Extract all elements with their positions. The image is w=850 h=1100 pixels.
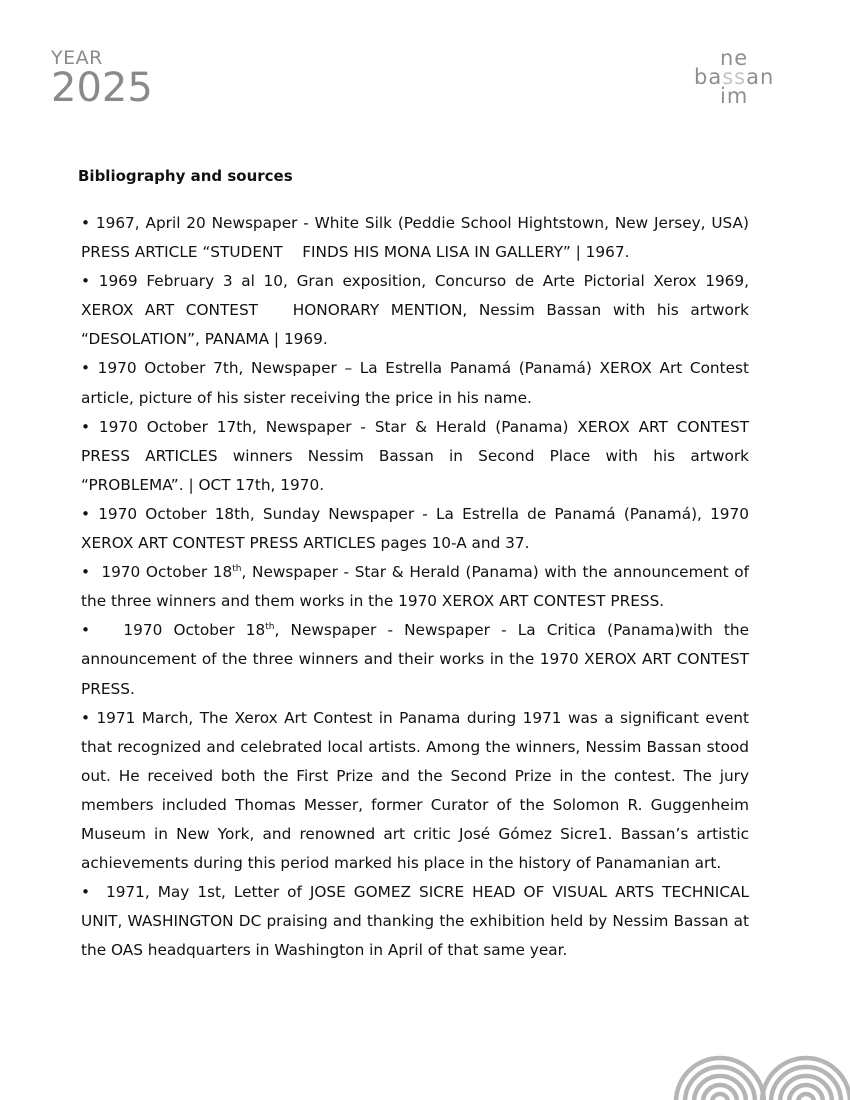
year-value: 2025: [51, 65, 153, 111]
logo-line-1: ne: [720, 46, 749, 70]
bibliography-entry: [81, 354, 749, 412]
logo-part-c: an: [746, 65, 775, 89]
bibliography-entry: [81, 616, 749, 703]
section-heading: Bibliography and sources: [78, 167, 293, 185]
entry-text: • 1970 October 18th, Sunday Newspaper - La Estrella de Panamá (Panamá), 1970 XEROX ART CONTEST PRESS ARTICLES pages 10-A and 37.: [81, 504, 749, 553]
entry-text: • 1970 October 18: [81, 621, 266, 640]
entry-text: • 1970 October 7th, Newspaper – La Estrella Panamá (Panamá) XEROX Art Contest article, picture of his sister receiving the price in his name.: [81, 359, 749, 407]
bibliography-entry: [81, 413, 749, 500]
entry-text-cont: , Newspaper - Star & Herald (Panama) with the announcement of the three winners and them works in the 1970 XEROX ART CONTEST PRESS.: [81, 563, 749, 611]
logo-part-b: ss: [722, 65, 747, 89]
bibliography-entry: [81, 704, 749, 879]
bibliography-list: [81, 209, 749, 965]
bibliography-entry: [81, 209, 749, 267]
concentric-arcs-icon: [672, 1052, 850, 1100]
ordinal-suffix: th: [265, 622, 275, 633]
nessim-bassan-logo: [692, 48, 802, 110]
entry-text: • 1967, April 20 Newspaper - White Silk (Peddie School Hightstown, New Jersey, USA) PRESS ARTICLE “STUDENT FINDS HIS MONA LISA IN GALLERY” | 1967.: [81, 214, 749, 262]
logo-line-3: im: [720, 84, 749, 108]
bibliography-entry: [81, 267, 749, 354]
year-block: [51, 47, 153, 111]
bibliography-entry: [81, 878, 749, 965]
entry-text: • 1969 February 3 al 10, Gran exposition, Concurso de Arte Pictorial Xerox 1969, XEROX ART CONTEST HONORARY MENTION, Nessim Bassan with his artwork “DESOLATION”, PANAMA | 1969.: [81, 272, 749, 349]
logo-part-a: ba: [694, 65, 723, 89]
entry-text: • 1971, May 1st, Letter of JOSE GOMEZ SICRE HEAD OF VISUAL ARTS TECHNICAL UNIT, WASHINGTON DC praising and thanking the exhibition held by Nessim Bassan at the OAS headquarters in Washington in April of that same year.: [81, 883, 749, 960]
entry-text-cont: , Newspaper - Newspaper - La Critica (Panama)with the announcement of the three winners and their works in the 1970 XEROX ART CONTEST PRESS.: [81, 621, 749, 698]
bibliography-entry: [81, 558, 749, 616]
entry-text: • 1970 October 17th, Newspaper - Star & Herald (Panama) XEROX ART CONTEST PRESS ARTICLES winners Nessim Bassan in Second Place with his artwork “PROBLEMA”. | OCT 17th, 1970.: [81, 417, 749, 494]
entry-text: • 1971 March, The Xerox Art Contest in Panama during 1971 was a significant event that recognized and celebrated local artists. Among the winners, Nessim Bassan stood out. He received both the First Prize and the Second Prize in the contest. The jury members included Thomas Messer, former Curator of the Solomon R. Guggenheim Museum in New York, and renowned art critic José Gómez Sicre1. Bassan’s artistic achievements during this period marked his place in the history of Panamanian art.: [81, 708, 749, 873]
year-label: YEAR: [51, 47, 103, 69]
entry-text: • 1970 October 18: [81, 563, 233, 582]
bibliography-entry: [81, 500, 749, 558]
ordinal-suffix: th: [232, 564, 242, 575]
